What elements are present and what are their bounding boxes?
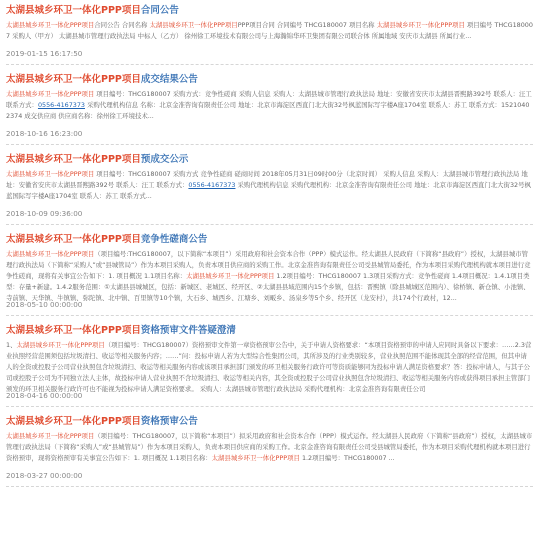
announcement-item <box>6 231 533 316</box>
summary-text: 项目编号：THCG180007 采购方式：竞争性磋商 采购人信息 采购人：太湖县城市管理行政执法局 地址：安徽省安庆市太湖县晋熙路392号 联系人：汪工 联系方式： <box>6 90 532 109</box>
keyword-highlight: 太湖县城乡环卫一体化PPP项目 <box>6 21 95 29</box>
title-keyword[interactable]: 太湖县城乡环卫一体化PPP项目 <box>6 154 141 165</box>
announcement-summary <box>6 249 533 302</box>
summary-text: （项目编号：THCG180007）资格预审文件第一章资格预审公告中，关于申请人资格要求：“本项目资格预审的申请人应同时具备以下要求：……2.3营业执照经营范围须包括垃圾清扫、收运等相关服务内容；……”问：投标申请人若为大型综合性集团公司，其所涉及的行业类别较多，营业执照范围不能体现其全部的经营范围，但其申请人的全资或控股子公司营业执照包含垃圾清扫、收运等相关服务内容或该项目承担部门颁发的环卫相关服务行政许可等资质能够同为投标申请人满足资格要求？答：投标申请人，与其子公司或控股子公司为不同独立法人主体，故投标申请人营业执照不含垃圾清扫、收运等相关内容，其全资或控股子公司营业执照包含垃圾清扫、收运等相关服务内容或获得项目承担主管部门颁发的环卫相关服务行政许可也不能视为投标申请人满足资格要求。 采购人：太湖县城市管理行政执法局 采购代理机构：北京金准咨询有限责任公司 <box>6 341 532 393</box>
announcement-summary <box>6 431 533 464</box>
announcement-date: 2018-03-27 00:00:00 <box>6 471 83 480</box>
announcement-title[interactable] <box>6 153 533 167</box>
announcement-summary <box>6 20 533 42</box>
announcement-date: 2018-04-16 00:00:00 <box>6 391 83 400</box>
keyword-highlight: 太湖县城乡环卫一体化PPP项目 <box>149 21 238 29</box>
title-keyword[interactable]: 太湖县城乡环卫一体化PPP项目 <box>6 74 141 85</box>
summary-text: 项目编号：THCG180007 采购方式 竞争性磋商 磋商时间 2018年05月31日09时00分（北京时间） 采购人信息 采购人：太湖县城市管理行政执法局 地址：安徽省安庆市太湖县晋熙路392号 联系人：汪工 联系方式： <box>6 170 528 189</box>
title-suffix[interactable]: 合同公告 <box>140 5 179 16</box>
summary-text: 项目编号 THCG180007 采购人（甲方） 太湖县城市管理行政执法局 中标人（乙方） 徐州徐工环境技术有限公司与上海瀚锦华环卫集团有限公司联合体 所属地域 安庆市太湖县 所属行业... <box>6 21 533 40</box>
announcement-title[interactable] <box>6 324 533 338</box>
title-suffix[interactable]: 成交结果公告 <box>140 74 198 85</box>
keyword-highlight: 太湖县城乡环卫一体化PPP项目 <box>6 90 95 98</box>
announcement-summary <box>6 89 533 122</box>
keyword-highlight: 太湖县城乡环卫一体化PPP项目 <box>211 454 300 462</box>
announcement-summary <box>6 340 533 393</box>
announcement-title[interactable] <box>6 4 533 18</box>
title-keyword[interactable]: 太湖县城乡环卫一体化PPP项目 <box>6 416 141 427</box>
summary-text: 合同公告 合同名称 <box>94 21 150 29</box>
keyword-highlight: 太湖县城乡环卫一体化PPP项目 <box>16 341 105 349</box>
announcement-date: 2018-10-09 09:36:00 <box>6 209 83 218</box>
keyword-highlight: 太湖县城乡环卫一体化PPP项目 <box>186 272 275 280</box>
announcement-item <box>6 2 533 65</box>
announcement-item <box>6 71 533 145</box>
summary-text: 采购代理机构信息 采购代理机构：北京金准咨询有限责任公司 地址：北京市海淀区西直门北大街32号枫蓝国际写字楼A座1704室 联系人：苏工 联系方式... <box>6 181 531 200</box>
title-keyword[interactable]: 太湖县城乡环卫一体化PPP项目 <box>6 5 141 16</box>
keyword-highlight: 太湖县城乡环卫一体化PPP项目 <box>6 170 95 178</box>
phone-link[interactable]: 0556-4167373 <box>188 181 236 189</box>
announcement-item <box>6 322 533 407</box>
summary-text: 采购代理机构信息 名称：北京金准咨询有限责任公司 地址：北京市海淀区西直门北大街32号枫蓝国际写字楼A座1704室 联系人：苏工 联系方式：15210402374 成交供应商 供应商名称：徐州徐工环境技术... <box>6 101 530 120</box>
keyword-highlight: 太湖县城乡环卫一体化PPP项目 <box>6 432 95 440</box>
keyword-highlight: 太湖县城乡环卫一体化PPP项目 <box>376 21 465 29</box>
title-suffix[interactable]: 竞争性磋商公告 <box>140 234 208 245</box>
summary-text: （项目编号：THCG180007，以下简称“本项目”）拟采用政府和社会资本合作（PPP）模式运作。经太湖县人民政府（下简称“县政府”）授权，太湖县城市管理行政执法局（下简称“采购人”或“县城管局”）作为本项目采购人，负责本项目供应商的采购工作。北京金准咨询有限责任公司受县城管局委托，作为本项目采购代理机构就本项目进行资格预审，现将资格预审有关事宜公告如下：1. 项目概况 1.1项目名称： <box>6 432 533 462</box>
summary-text: （项目编号:THCG180007，以下简称“本项目”）采用政府和社会资本合作（PPP）模式运作。经太湖县人民政府（下简称“县政府”）授权，太湖县城市管理行政执法局（下简称“采购人”或“县城管局”）作为本项目采购人，负责本项目供应商的采购工作。北京金准咨询有限责任公司受县城管局委托，作为本项目采购代理机构就本项目进行竞争性磋商，现将有关事宜公告如下：1. 项目概况 1.1项目名称： <box>6 250 531 280</box>
announcement-summary <box>6 169 533 202</box>
summary-text: 1.2项目编号：THCG180007 1.3项目采购方式：竞争性磋商 1.4项目概况：1.4.1项目类型：存量+新建。1.4.2服务范围：①太湖县县城城区，包括：新城区、老城区、经开区、②太湖县县域范围内15个乡镇，包括：晋熙镇（除县城城区范围内）、徐桥镇、新仓镇、小池镇、寺前镇、天华镇、牛镇镇、弥陀镇、北中镇、百里镇等10个镇，大石乡、城西乡、江塘乡、刘畈乡、汤泉乡等5个乡、经开区（龙安村），共174个行政村，12... <box>6 272 530 302</box>
title-suffix[interactable]: 资格预审文件答疑澄清 <box>140 325 236 336</box>
title-suffix[interactable]: 资格预审公告 <box>140 416 198 427</box>
announcement-item <box>6 413 533 487</box>
announcement-date: 2019-01-15 16:17:50 <box>6 49 83 58</box>
summary-text: 1.2项目编号：THCG180007 ... <box>299 454 395 462</box>
title-keyword[interactable]: 太湖县城乡环卫一体化PPP项目 <box>6 325 141 336</box>
announcement-date: 2018-05-10 00:00:00 <box>6 300 83 309</box>
title-keyword[interactable]: 太湖县城乡环卫一体化PPP项目 <box>6 234 141 245</box>
keyword-highlight: 太湖县城乡环卫一体化PPP项目 <box>6 250 95 258</box>
announcement-item <box>6 151 533 225</box>
summary-text: 1、 <box>6 341 17 349</box>
phone-link[interactable]: 0556-4167373 <box>37 101 85 109</box>
title-suffix[interactable]: 预成交公示 <box>140 154 189 165</box>
announcement-title[interactable] <box>6 73 533 87</box>
announcement-title[interactable] <box>6 415 533 429</box>
summary-text: PPP项目合同 合同编号 THCG180007 项目名称 <box>237 21 377 29</box>
announcement-title[interactable] <box>6 233 533 247</box>
announcement-date: 2018-10-16 16:23:00 <box>6 129 83 138</box>
